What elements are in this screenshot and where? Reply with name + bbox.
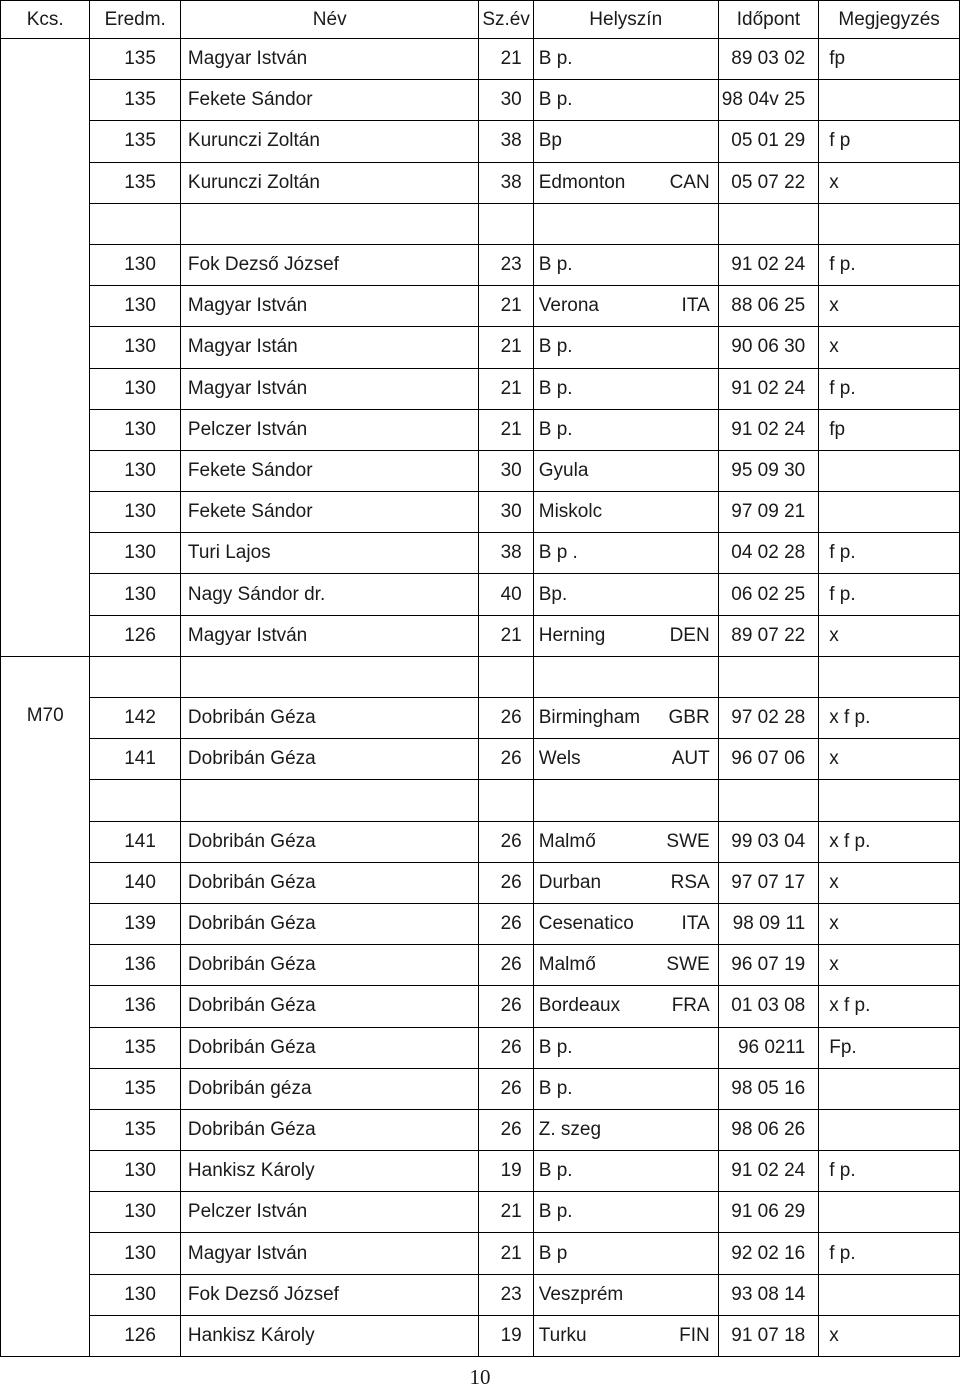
city-text: Birmingham	[538, 707, 641, 729]
note-cell: f p.	[819, 533, 960, 574]
note-cell: Fp.	[819, 1027, 960, 1068]
date-cell: 97 09 21	[718, 492, 819, 533]
location-cell	[533, 574, 718, 615]
location-cell	[533, 780, 718, 821]
birth-year-cell: 23	[479, 244, 533, 285]
result-cell: 130	[90, 492, 180, 533]
header-birth-year: Sz.év	[479, 1, 533, 39]
name-cell: Dobribán Géza	[180, 903, 479, 944]
table-row	[1, 986, 960, 1027]
country-code-text: FIN	[679, 1324, 710, 1346]
city-text: B p.	[538, 1160, 573, 1182]
result-cell: 130	[90, 574, 180, 615]
city-text: Veszprém	[538, 1283, 624, 1305]
header-category: Kcs.	[1, 1, 90, 39]
table-row	[1, 1068, 960, 1109]
city-text: Wels	[538, 748, 581, 770]
note-cell: x	[819, 162, 960, 203]
birth-year-cell: 21	[479, 286, 533, 327]
location-cell	[533, 492, 718, 533]
location-cell	[533, 39, 718, 80]
note-cell: x	[819, 327, 960, 368]
table-header-row	[1, 1, 960, 39]
name-cell: Fekete Sándor	[180, 450, 479, 491]
date-cell: 89 07 22	[718, 615, 819, 656]
note-cell	[819, 203, 960, 244]
header-note: Megjegyzés	[819, 1, 960, 39]
birth-year-cell: 26	[479, 1068, 533, 1109]
name-cell	[180, 656, 479, 697]
birth-year-cell: 26	[479, 1109, 533, 1150]
result-cell	[90, 203, 180, 244]
city-text: Durban	[538, 871, 602, 893]
birth-year-cell: 26	[479, 821, 533, 862]
location-cell	[533, 1151, 718, 1192]
date-cell: 98 05 16	[718, 1068, 819, 1109]
table-row	[1, 327, 960, 368]
table-row	[1, 1233, 960, 1274]
birth-year-cell: 21	[479, 615, 533, 656]
name-cell: Fok Dezső József	[180, 1274, 479, 1315]
result-cell: 126	[90, 615, 180, 656]
name-cell: Pelczer István	[180, 1192, 479, 1233]
name-cell: Fekete Sándor	[180, 80, 479, 121]
result-cell	[90, 656, 180, 697]
result-cell: 136	[90, 986, 180, 1027]
table-row	[1, 903, 960, 944]
location-cell	[533, 986, 718, 1027]
name-cell: Dobribán Géza	[180, 1027, 479, 1068]
result-cell: 130	[90, 286, 180, 327]
name-cell: Dobribán Géza	[180, 698, 479, 739]
name-cell: Magyar István	[180, 1233, 479, 1274]
table-row	[1, 450, 960, 491]
country-code-text: FRA	[671, 995, 710, 1017]
note-cell: f p.	[819, 1151, 960, 1192]
location-cell	[533, 821, 718, 862]
table-row	[1, 656, 960, 697]
city-text: Malmő	[538, 954, 596, 976]
name-cell: Hankisz Károly	[180, 1315, 479, 1356]
result-cell: 139	[90, 903, 180, 944]
date-cell: 91 02 24	[718, 409, 819, 450]
country-code-text: CAN	[669, 171, 710, 193]
location-cell	[533, 1192, 718, 1233]
birth-year-cell: 38	[479, 533, 533, 574]
result-cell: 130	[90, 368, 180, 409]
table-row	[1, 574, 960, 615]
date-cell: 91 02 24	[718, 368, 819, 409]
date-cell: 93 08 14	[718, 1274, 819, 1315]
location-cell	[533, 121, 718, 162]
note-cell: fp	[819, 409, 960, 450]
result-cell: 135	[90, 80, 180, 121]
table-row	[1, 1192, 960, 1233]
country-code-text: SWE	[666, 830, 710, 852]
name-cell	[180, 780, 479, 821]
category-cell: M70	[1, 656, 90, 1356]
name-cell: Nagy Sándor dr.	[180, 574, 479, 615]
note-cell: f p.	[819, 368, 960, 409]
name-cell: Hankisz Károly	[180, 1151, 479, 1192]
table-row	[1, 945, 960, 986]
country-code-text: RSA	[670, 871, 710, 893]
name-cell: Magyar István	[180, 615, 479, 656]
note-cell: f p.	[819, 1233, 960, 1274]
result-cell: 135	[90, 121, 180, 162]
city-text: Cesenatico	[538, 913, 634, 935]
result-cell: 130	[90, 1274, 180, 1315]
date-cell: 98 09 11	[718, 903, 819, 944]
result-cell: 142	[90, 698, 180, 739]
note-cell: x	[819, 286, 960, 327]
country-code-text: SWE	[666, 954, 710, 976]
category-cell	[1, 39, 90, 657]
result-cell: 126	[90, 1315, 180, 1356]
city-text: Miskolc	[538, 501, 603, 523]
country-code-text: ITA	[681, 295, 710, 317]
birth-year-cell: 30	[479, 450, 533, 491]
table-row	[1, 533, 960, 574]
note-cell	[819, 1192, 960, 1233]
name-cell: Kurunczi Zoltán	[180, 121, 479, 162]
location-cell	[533, 203, 718, 244]
name-cell: Dobribán Géza	[180, 986, 479, 1027]
table-row	[1, 821, 960, 862]
birth-year-cell: 21	[479, 327, 533, 368]
result-cell: 135	[90, 162, 180, 203]
location-cell	[533, 327, 718, 368]
city-text: B p.	[538, 1201, 573, 1223]
table-row	[1, 162, 960, 203]
date-cell: 97 02 28	[718, 698, 819, 739]
city-text: B p.	[538, 377, 573, 399]
date-cell: 95 09 30	[718, 450, 819, 491]
birth-year-cell: 26	[479, 986, 533, 1027]
date-cell: 88 06 25	[718, 286, 819, 327]
note-cell	[819, 492, 960, 533]
note-cell: x f p.	[819, 821, 960, 862]
name-cell: Dobribán Géza	[180, 1109, 479, 1150]
note-cell	[819, 450, 960, 491]
country-code-text: GBR	[668, 707, 710, 729]
table-row	[1, 244, 960, 285]
birth-year-cell: 21	[479, 1192, 533, 1233]
table-row	[1, 1274, 960, 1315]
result-cell: 130	[90, 1233, 180, 1274]
note-cell	[819, 1274, 960, 1315]
date-cell: 91 02 24	[718, 1151, 819, 1192]
city-text: Bp.	[538, 583, 568, 605]
location-cell	[533, 862, 718, 903]
birth-year-cell: 26	[479, 862, 533, 903]
date-cell: 98 06 26	[718, 1109, 819, 1150]
date-cell: 99 03 04	[718, 821, 819, 862]
city-text: B p .	[538, 542, 578, 564]
note-cell	[819, 656, 960, 697]
name-cell: Magyar István	[180, 286, 479, 327]
name-cell: Dobribán Géza	[180, 821, 479, 862]
table-row	[1, 739, 960, 780]
birth-year-cell: 30	[479, 80, 533, 121]
name-cell: Fok Dezső József	[180, 244, 479, 285]
city-text: Verona	[538, 295, 599, 317]
date-cell: 91 02 24	[718, 244, 819, 285]
table-row	[1, 780, 960, 821]
result-cell: 141	[90, 739, 180, 780]
birth-year-cell: 26	[479, 945, 533, 986]
birth-year-cell: 21	[479, 39, 533, 80]
birth-year-cell: 30	[479, 492, 533, 533]
note-cell	[819, 780, 960, 821]
location-cell	[533, 1068, 718, 1109]
note-cell: x	[819, 903, 960, 944]
table-row	[1, 1109, 960, 1150]
date-cell: 96 0211	[718, 1027, 819, 1068]
name-cell: Fekete Sándor	[180, 492, 479, 533]
location-cell	[533, 286, 718, 327]
birth-year-cell: 26	[479, 903, 533, 944]
date-cell: 91 06 29	[718, 1192, 819, 1233]
location-cell	[533, 450, 718, 491]
note-cell	[819, 1068, 960, 1109]
city-text: Z. szeg	[538, 1118, 602, 1140]
location-cell	[533, 162, 718, 203]
header-result: Eredm.	[90, 1, 180, 39]
location-cell	[533, 1315, 718, 1356]
city-text: Bp	[538, 130, 562, 152]
table-row	[1, 203, 960, 244]
location-cell	[533, 1274, 718, 1315]
result-cell: 130	[90, 1151, 180, 1192]
result-cell	[90, 780, 180, 821]
birth-year-cell	[479, 203, 533, 244]
location-cell	[533, 615, 718, 656]
date-cell: 96 07 06	[718, 739, 819, 780]
name-cell: Turi Lajos	[180, 533, 479, 574]
table-row	[1, 1027, 960, 1068]
date-cell: 97 07 17	[718, 862, 819, 903]
result-cell: 130	[90, 409, 180, 450]
result-cell: 135	[90, 39, 180, 80]
result-cell: 130	[90, 450, 180, 491]
location-cell	[533, 409, 718, 450]
header-location: Helyszín	[533, 1, 718, 39]
birth-year-cell: 21	[479, 1233, 533, 1274]
location-cell	[533, 1233, 718, 1274]
city-text: Bordeaux	[538, 995, 621, 1017]
note-cell: f p.	[819, 574, 960, 615]
table-row	[1, 121, 960, 162]
header-date: Időpont	[718, 1, 819, 39]
name-cell: Dobribán géza	[180, 1068, 479, 1109]
name-cell: Pelczer István	[180, 409, 479, 450]
note-cell: x	[819, 945, 960, 986]
date-cell	[718, 203, 819, 244]
birth-year-cell	[479, 656, 533, 697]
birth-year-cell: 40	[479, 574, 533, 615]
note-cell	[819, 80, 960, 121]
birth-year-cell: 26	[479, 698, 533, 739]
name-cell: Dobribán Géza	[180, 862, 479, 903]
city-text: Edmonton	[538, 171, 626, 193]
note-cell: x	[819, 862, 960, 903]
location-cell	[533, 903, 718, 944]
country-code-text: DEN	[669, 624, 710, 646]
country-code-text: ITA	[681, 913, 710, 935]
birth-year-cell	[479, 780, 533, 821]
note-cell: f p	[819, 121, 960, 162]
birth-year-cell: 23	[479, 1274, 533, 1315]
date-cell: 90 06 30	[718, 327, 819, 368]
table-row	[1, 1315, 960, 1356]
birth-year-cell: 38	[479, 162, 533, 203]
date-cell: 96 07 19	[718, 945, 819, 986]
birth-year-cell: 21	[479, 409, 533, 450]
city-text: B p.	[538, 254, 573, 276]
table-row	[1, 368, 960, 409]
name-cell: Dobribán Géza	[180, 945, 479, 986]
result-cell: 136	[90, 945, 180, 986]
location-cell	[533, 368, 718, 409]
birth-year-cell: 19	[479, 1315, 533, 1356]
table-row	[1, 492, 960, 533]
name-cell: Dobribán Géza	[180, 739, 479, 780]
city-text: B p.	[538, 89, 573, 111]
date-cell: 06 02 25	[718, 574, 819, 615]
result-cell: 141	[90, 821, 180, 862]
table-row	[1, 39, 960, 80]
table-body	[1, 39, 960, 1357]
date-cell: 89 03 02	[718, 39, 819, 80]
date-cell	[718, 780, 819, 821]
note-cell: x	[819, 1315, 960, 1356]
table-row	[1, 286, 960, 327]
city-text: Malmő	[538, 830, 596, 852]
result-cell: 140	[90, 862, 180, 903]
result-cell: 135	[90, 1109, 180, 1150]
birth-year-cell: 19	[479, 1151, 533, 1192]
date-cell: 91 07 18	[718, 1315, 819, 1356]
name-cell	[180, 203, 479, 244]
date-cell	[718, 656, 819, 697]
location-cell	[533, 656, 718, 697]
page-number: 10	[469, 1365, 491, 1389]
table-row	[1, 409, 960, 450]
table-row	[1, 615, 960, 656]
date-cell: 05 07 22	[718, 162, 819, 203]
note-cell: f p.	[819, 244, 960, 285]
result-cell: 135	[90, 1068, 180, 1109]
result-cell: 130	[90, 327, 180, 368]
city-text: Herning	[538, 624, 606, 646]
name-cell: Magyar Istán	[180, 327, 479, 368]
result-cell: 130	[90, 244, 180, 285]
city-text: B p.	[538, 1036, 573, 1058]
table-row	[1, 862, 960, 903]
result-cell: 135	[90, 1027, 180, 1068]
note-cell: x f p.	[819, 986, 960, 1027]
city-text: B p	[538, 1242, 568, 1264]
name-cell: Magyar István	[180, 39, 479, 80]
location-cell	[533, 1027, 718, 1068]
date-cell: 01 03 08	[718, 986, 819, 1027]
location-cell	[533, 698, 718, 739]
table-row	[1, 1151, 960, 1192]
birth-year-cell: 38	[479, 121, 533, 162]
note-cell	[819, 1109, 960, 1150]
table-row	[1, 698, 960, 739]
note-cell: fp	[819, 39, 960, 80]
location-cell	[533, 739, 718, 780]
note-cell: x f p.	[819, 698, 960, 739]
date-cell: 92 02 16	[718, 1233, 819, 1274]
date-cell: 05 01 29	[718, 121, 819, 162]
result-cell: 130	[90, 1192, 180, 1233]
note-cell: x	[819, 739, 960, 780]
name-cell: Magyar István	[180, 368, 479, 409]
birth-year-cell: 21	[479, 368, 533, 409]
birth-year-cell: 26	[479, 739, 533, 780]
date-cell: 98 04v 25	[718, 80, 819, 121]
location-cell	[533, 945, 718, 986]
city-text: Turku	[538, 1324, 587, 1346]
city-text: B p.	[538, 48, 573, 70]
city-text: Gyula	[538, 459, 589, 481]
location-cell	[533, 80, 718, 121]
date-cell: 04 02 28	[718, 533, 819, 574]
note-cell: x	[819, 615, 960, 656]
city-text: B p.	[538, 336, 573, 358]
country-code-text: AUT	[671, 748, 710, 770]
header-name: Név	[180, 1, 479, 39]
location-cell	[533, 1109, 718, 1150]
location-cell	[533, 244, 718, 285]
city-text: B p.	[538, 1077, 573, 1099]
table-row	[1, 80, 960, 121]
city-text: B p.	[538, 418, 573, 440]
name-cell: Kurunczi Zoltán	[180, 162, 479, 203]
result-cell: 130	[90, 533, 180, 574]
birth-year-cell: 26	[479, 1027, 533, 1068]
location-cell	[533, 533, 718, 574]
